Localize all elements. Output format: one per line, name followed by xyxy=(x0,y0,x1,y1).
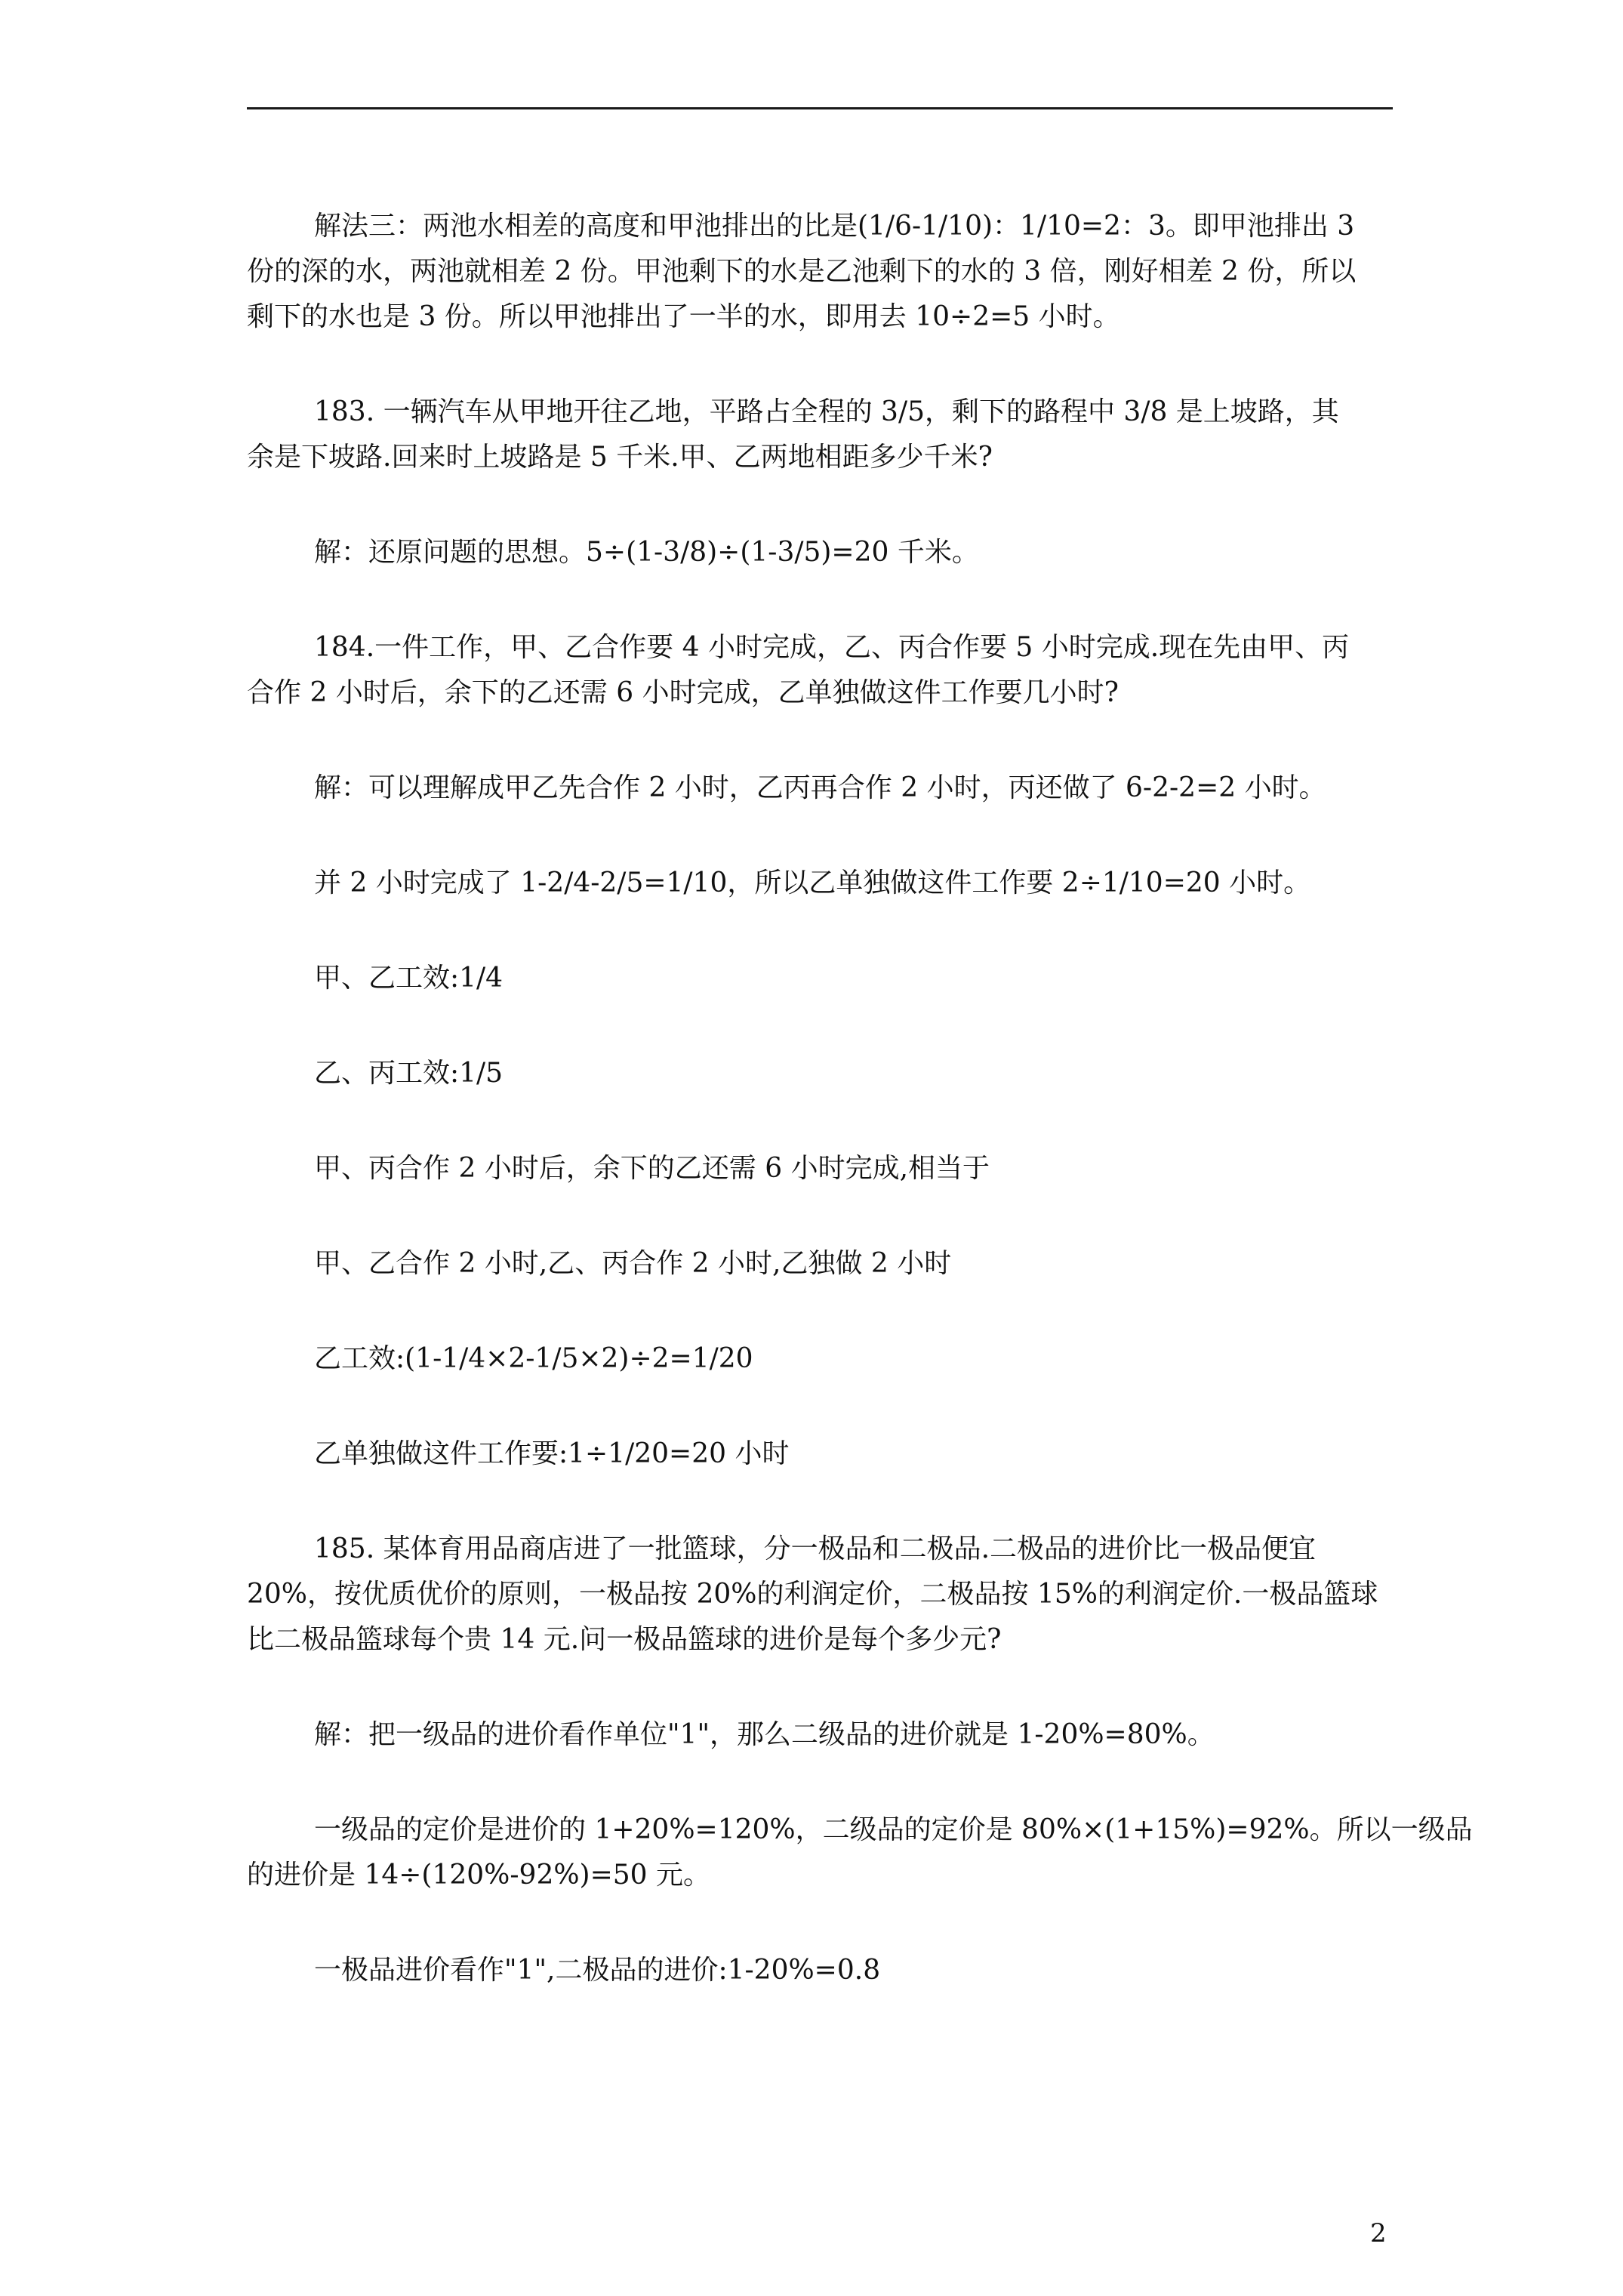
problem-183 xyxy=(247,390,1393,480)
equivalence-detail xyxy=(247,1241,1393,1287)
equivalence-statement xyxy=(247,1146,1393,1191)
answer-184 xyxy=(247,1432,1393,1477)
text-line: 一级品的定价是进价的 1+20%=120%，二级品的定价是 80%×(1+15%)=92%。所以一级品 xyxy=(314,1814,1473,1845)
text-line: 解：把一级品的进价看作单位"1"，那么二级品的进价就是 1-20%=80%。 xyxy=(314,1719,1215,1750)
solution-185-pricing xyxy=(247,1808,1473,1898)
problem-184 xyxy=(247,625,1393,716)
text-line: 甲、乙工效:1/4 xyxy=(314,963,504,994)
solution-185-alternative xyxy=(247,1948,1393,1993)
text-line: 的进价是 14÷(120%-92%)=50 元。 xyxy=(247,1860,711,1891)
text-line: 一极品进价看作"1",二极品的进价:1-20%=0.8 xyxy=(314,1955,881,1986)
text-line: 甲、乙合作 2 小时,乙、丙合作 2 小时,乙独做 2 小时 xyxy=(314,1248,952,1279)
paragraph-solution-3 xyxy=(247,204,1393,340)
text-line: 份的深的水，两池就相差 2 份。甲池剩下的水是乙池剩下的水的 3 倍，刚好相差 2 份，所以 xyxy=(247,256,1357,287)
text-line: 20%，按优质优价的原则，一极品按 20%的利润定价，二极品按 15%的利润定价.一极品篮球 xyxy=(247,1579,1378,1610)
text-line: 184.一件工作，甲、乙合作要 4 小时完成，乙、丙合作要 5 小时完成.现在先由甲、丙 xyxy=(314,632,1350,663)
page-number: 2 xyxy=(1370,2218,1387,2248)
solution-184 xyxy=(247,766,1393,811)
text-line: 并 2 小时完成了 1-2/4-2/5=1/10，所以乙单独做这件工作要 2÷1/10=20 小时。 xyxy=(314,868,1311,898)
text-line: 183. 一辆汽车从甲地开往乙地，平路占全程的 3/5，剩下的路程中 3/8 是上坡路，其 xyxy=(314,396,1339,427)
work-rate-yi xyxy=(247,1336,1393,1382)
text-line: 合作 2 小时后，余下的乙还需 6 小时完成，乙单独做这件工作要几小时? xyxy=(247,677,1119,708)
header-rule xyxy=(247,107,1393,109)
text-line: 甲、丙合作 2 小时后，余下的乙还需 6 小时完成,相当于 xyxy=(314,1153,990,1184)
text-line: 乙工效:(1-1/4×2-1/5×2)÷2=1/20 xyxy=(314,1343,753,1374)
text-line: 比二极品篮球每个贵 14 元.问一极品篮球的进价是每个多少元? xyxy=(247,1624,1002,1655)
document-body xyxy=(247,204,1473,2043)
problem-185 xyxy=(247,1527,1393,1663)
text-line: 解：还原问题的思想。5÷(1-3/8)÷(1-3/5)=20 千米。 xyxy=(314,537,979,568)
text-line: 解法三：两池水相差的高度和甲池排出的比是(1/6-1/10)：1/10=2：3。即甲池排出 3 xyxy=(314,211,1355,242)
text-line: 解：可以理解成甲乙先合作 2 小时，乙丙再合作 2 小时，丙还做了 6-2-2=2 小时。 xyxy=(314,772,1326,803)
work-rate-yi-bing xyxy=(247,1051,1393,1096)
work-rate-jia-yi xyxy=(247,956,1393,1001)
text-line: 乙、丙工效:1/5 xyxy=(314,1058,504,1089)
solution-184-continued xyxy=(247,861,1393,906)
solution-183 xyxy=(247,530,1393,575)
text-line: 185. 某体育用品商店进了一批篮球，分一极品和二极品.二极品的进价比一极品便宜 xyxy=(314,1533,1317,1564)
text-line: 余是下坡路.回来时上坡路是 5 千米.甲、乙两地相距多少千米? xyxy=(247,442,993,473)
text-line: 乙单独做这件工作要:1÷1/20=20 小时 xyxy=(314,1438,790,1469)
solution-185 xyxy=(247,1712,1393,1758)
text-line: 剩下的水也是 3 份。所以甲池排出了一半的水，即用去 10÷2=5 小时。 xyxy=(247,301,1120,332)
